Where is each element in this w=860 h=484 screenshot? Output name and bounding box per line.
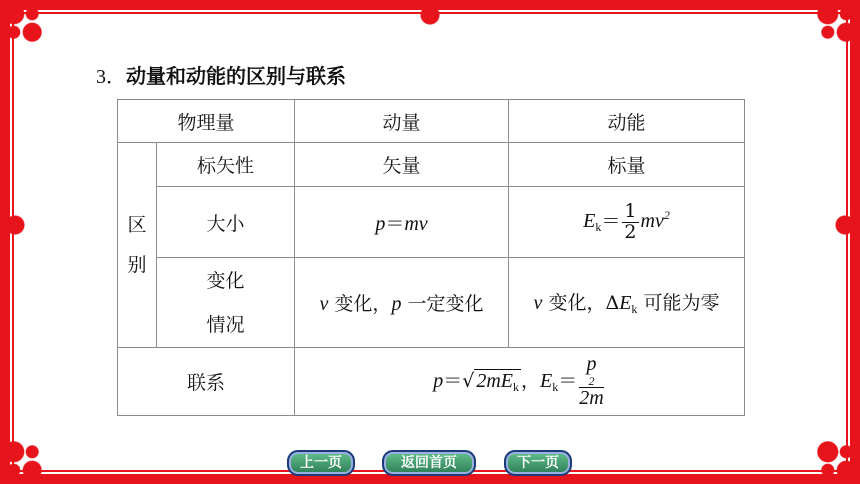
table-header-row bbox=[118, 100, 745, 143]
cell-kinetic-change: v 变化，$\Delta E_k$ 可能为零 bbox=[509, 258, 745, 348]
cell-text: 变化， bbox=[334, 293, 392, 315]
corner-ornament bbox=[814, 0, 860, 46]
cell-momentum-change: v 变化，p 一定变化 bbox=[295, 258, 509, 348]
cell-text: 可能为零 bbox=[643, 292, 720, 314]
heading-number: 3． bbox=[96, 66, 126, 88]
prev-page-button[interactable]: 上一页 bbox=[287, 450, 355, 476]
formula-relation: p＝√ $2mE_k$ ，$E_k=$ p 2 2m bbox=[295, 348, 745, 416]
row-label-change bbox=[157, 258, 295, 348]
row-label-vector: 标矢性 bbox=[157, 143, 295, 187]
side-ornament bbox=[0, 210, 30, 240]
formula-momentum: p＝mv bbox=[295, 187, 509, 258]
row-label-line: 情况 bbox=[206, 313, 245, 336]
table-row bbox=[118, 187, 745, 258]
table-row bbox=[118, 143, 745, 187]
header-kinetic: 动能 bbox=[509, 100, 745, 143]
corner-ornament bbox=[0, 438, 46, 484]
cell-momentum-vector: 矢量 bbox=[295, 143, 509, 187]
header-momentum: 动量 bbox=[295, 100, 509, 143]
group-label-char: 区 bbox=[127, 214, 147, 236]
home-button[interactable]: 返回首页 bbox=[382, 450, 476, 476]
comparison-table bbox=[117, 99, 745, 416]
corner-ornament bbox=[814, 438, 860, 484]
table-row bbox=[118, 348, 745, 416]
header-quantity: 物理量 bbox=[118, 100, 295, 143]
group-label bbox=[118, 143, 157, 348]
section-heading bbox=[96, 60, 346, 89]
group-label-char: 别 bbox=[127, 254, 147, 276]
cell-kinetic-vector: 标量 bbox=[509, 143, 745, 187]
cell-text: 一定变化 bbox=[407, 293, 484, 315]
side-ornament bbox=[830, 210, 860, 240]
heading-text: 动量和动能的区别与联系 bbox=[126, 64, 346, 88]
table-row bbox=[118, 258, 745, 348]
next-page-button[interactable]: 下一页 bbox=[504, 450, 572, 476]
corner-ornament bbox=[0, 0, 46, 46]
row-label-line: 变化 bbox=[206, 269, 245, 292]
row-label-magnitude: 大小 bbox=[157, 187, 295, 258]
top-ornament bbox=[415, 0, 445, 30]
row-label-relation: 联系 bbox=[118, 348, 295, 416]
formula-kinetic-energy: $E_k=$ $\frac{1}{2}$ $mv^2$ bbox=[509, 187, 745, 258]
cell-text: 变化，Δ bbox=[548, 292, 620, 314]
